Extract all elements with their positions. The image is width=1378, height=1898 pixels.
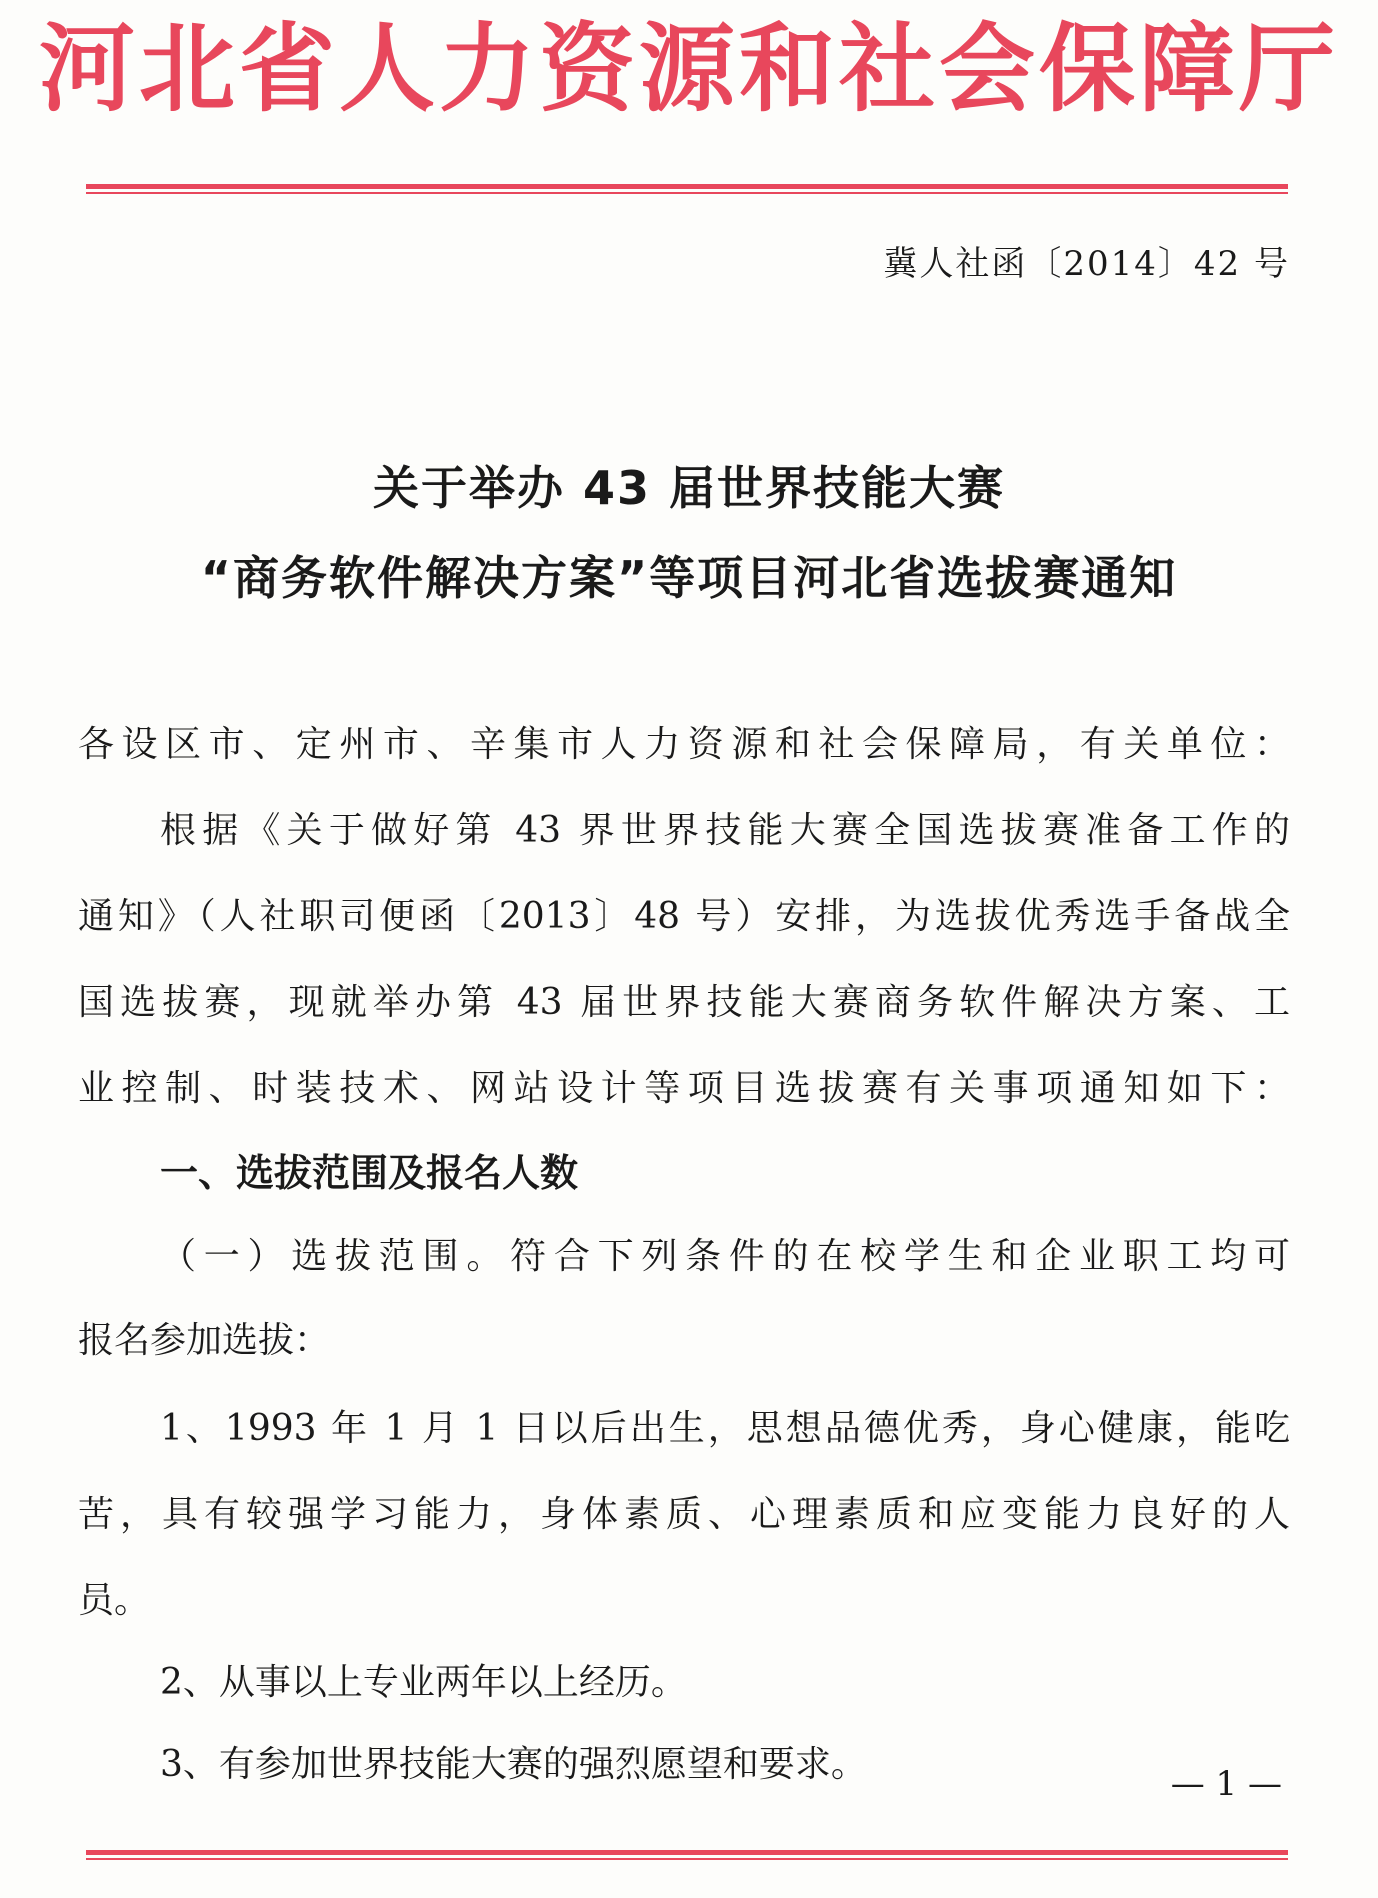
letterhead-rule-thin	[86, 192, 1288, 194]
document-title-line-2: “商务软件解决方案”等项目河北省选拔赛通知	[200, 551, 1178, 605]
item-2: 2、从事以上专业两年以上经历。	[160, 1662, 687, 1703]
letterhead-title: 河北省人力资源和社会保障厅	[39, 12, 1339, 125]
document-number: 冀人社函〔2014〕42 号	[883, 244, 1290, 284]
salutation: 各设区市、定州市、辛集市人力资源和社会保障局，有关单位：	[78, 724, 1290, 765]
document-title-line-1: 关于举办 43 届世界技能大赛	[372, 461, 1006, 515]
item-1-line-3: 员。	[78, 1580, 151, 1621]
letterhead-rule-thick	[86, 184, 1288, 189]
page-number: — 1 —	[1170, 1764, 1282, 1804]
item-1-line-1: 1、1993 年 1 月 1 日以后出生，思想品德优秀，身心健康，能吃	[160, 1408, 1290, 1449]
section-1-heading: 一、选拔范围及报名人数	[160, 1151, 579, 1195]
subsection-1-line-2: 报名参加选拔：	[78, 1320, 331, 1361]
paragraph-1-line-1: 根据《关于做好第 43 界世界技能大赛全国选拔赛准备工作的	[160, 810, 1290, 851]
footer-rule-thin	[86, 1858, 1288, 1860]
footer-rule-thick	[86, 1850, 1288, 1855]
item-1-line-2: 苦，具有较强学习能力，身体素质、心理素质和应变能力良好的人	[78, 1494, 1290, 1535]
paragraph-1-line-4: 业控制、时装技术、网站设计等项目选拔赛有关事项通知如下：	[78, 1068, 1290, 1109]
paragraph-1-line-3: 国选拔赛，现就举办第 43 届世界技能大赛商务软件解决方案、工	[78, 982, 1290, 1023]
item-3: 3、有参加世界技能大赛的强烈愿望和要求。	[160, 1744, 867, 1785]
subsection-1-line-1: （一）选拔范围。符合下列条件的在校学生和企业职工均可	[160, 1236, 1290, 1277]
paragraph-1-line-2: 通知》（人社职司便函〔2013〕48 号）安排，为选拔优秀选手备战全	[78, 896, 1290, 937]
